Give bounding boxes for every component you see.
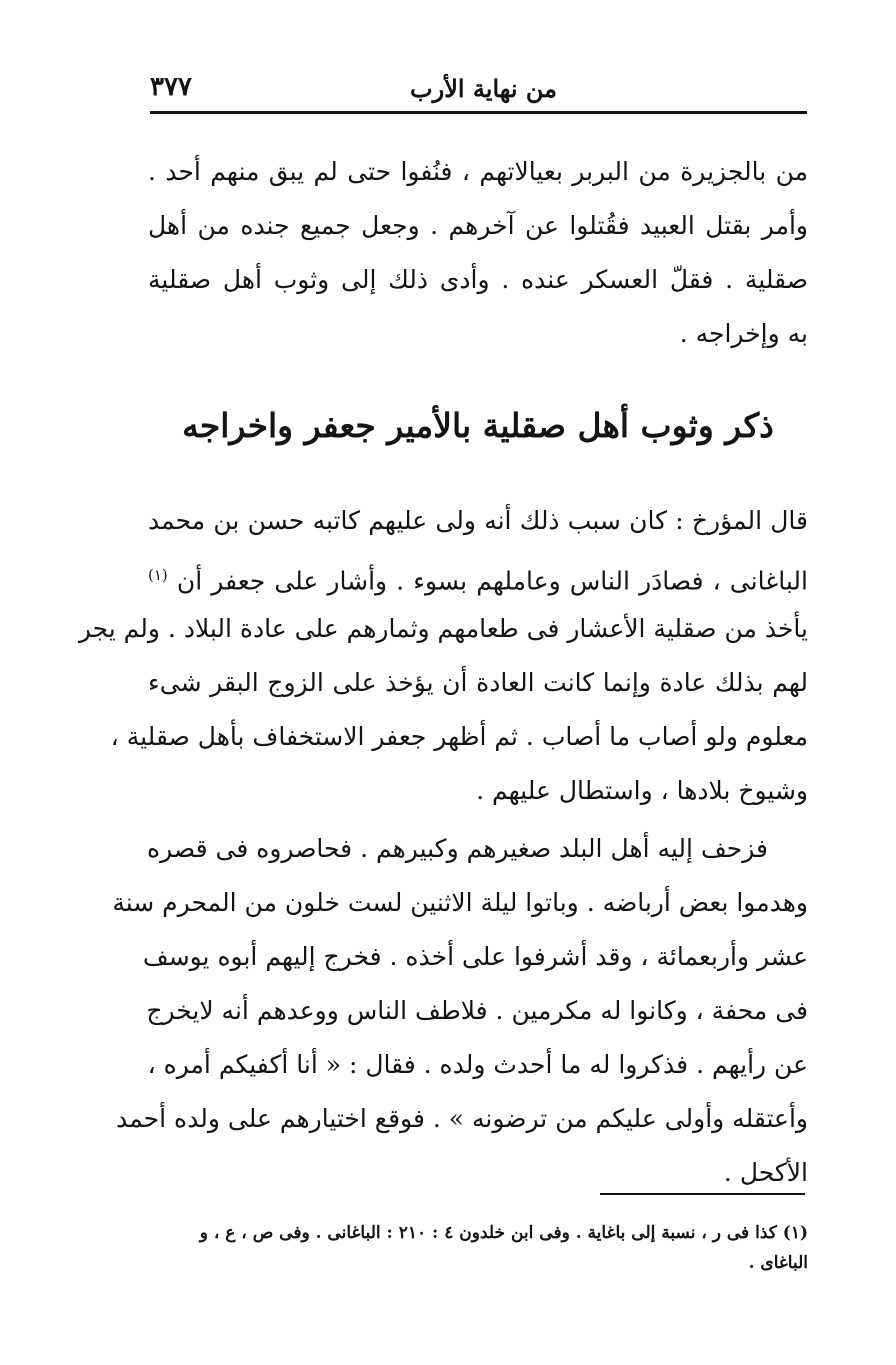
running-title: من نهاية الأرب (410, 74, 557, 103)
section-heading: ذكر وثوب أهل صقلية بالأمير جعفر واخراجه (182, 406, 774, 445)
text-line: من بالجزيرة من البربر بعيالاتهم ، فنُفوا حتى لم يبق منهم أحد . (148, 157, 808, 186)
text-line: فى محفة ، وكانوا له مكرمين . فلاطف الناس ووعدهم أنه لايخرج (146, 996, 808, 1025)
text-line: عشر وأربعمائة ، وقد أشرفوا على أخذه . فخرج إليهم أبوه يوسف (142, 942, 808, 971)
footnote (148, 1218, 808, 1278)
text-line: معلوم ولو أصاب ما أصاب . ثم أظهر جعفر الاستخفاف بأهل صقلية ، (110, 722, 808, 751)
paragraph-2 (112, 822, 808, 1200)
text-line: يأخذ من صقلية الأعشار فى طعامهم وثمارهم على عادة البلاد . ولم يجر (78, 614, 808, 643)
footnote-line: الباغاى . (748, 1253, 808, 1273)
text-line: وأعتقله وأولى عليكم من ترضونه » . فوقع اختيارهم على ولده أحمد (116, 1104, 808, 1133)
text-line: الأكحل . (723, 1158, 808, 1187)
text-line: صقلية . فقلّ العسكر عنده . وأدى ذلك إلى وثوب أهل صقلية (148, 265, 808, 294)
text-line: فزحف إليه أهل البلد صغيرهم وكبيرهم . فحاصروه فى قصره (147, 834, 768, 863)
text-line: وأمر بقتل العبيد فقُتلوا عن آخرهم . وجعل جميع جنده من أهل (148, 211, 808, 240)
page-header (150, 68, 805, 108)
text-line: وشيوخ بلادها ، واستطال عليهم . (476, 776, 808, 805)
paragraph-1 (78, 494, 808, 818)
footnote-rule (600, 1193, 805, 1195)
text-line: وهدموا بعض أرباضه . وباتوا ليلة الاثنين لست خلون من المحرم سنة (112, 888, 808, 917)
footnote-marker: (١) (148, 566, 168, 584)
text-line: عن رأيهم . فذكروا له ما أحدث ولده . فقال : « أنا أكفيكم أمره ، (147, 1050, 808, 1079)
continuation-paragraph (148, 145, 808, 361)
page-number: ٣٧٧ (150, 72, 192, 102)
text-line: قال المؤرخ : كان سبب ذلك أنه ولى عليهم كاتبه حسن بن محمد (148, 506, 808, 535)
footnote-line: (١) كذا فى ر ، نسبة إلى باغاية . وفى ابن خلدون ٤ : ٢١٠ : الباغانى . وفى ص ، ع ، و (199, 1223, 808, 1243)
text-line: به وإخراجه . (679, 319, 808, 348)
line-text: الباغانى ، فصادَر الناس وعاملهم بسوء . وأشار على جعفر أن (176, 566, 808, 596)
text-line-with-footnote (148, 548, 808, 602)
text-line: لهم بذلك عادة وإنما كانت العادة أن يؤخذ على الزوج البقر شىء (148, 668, 808, 697)
header-rule (150, 111, 807, 114)
